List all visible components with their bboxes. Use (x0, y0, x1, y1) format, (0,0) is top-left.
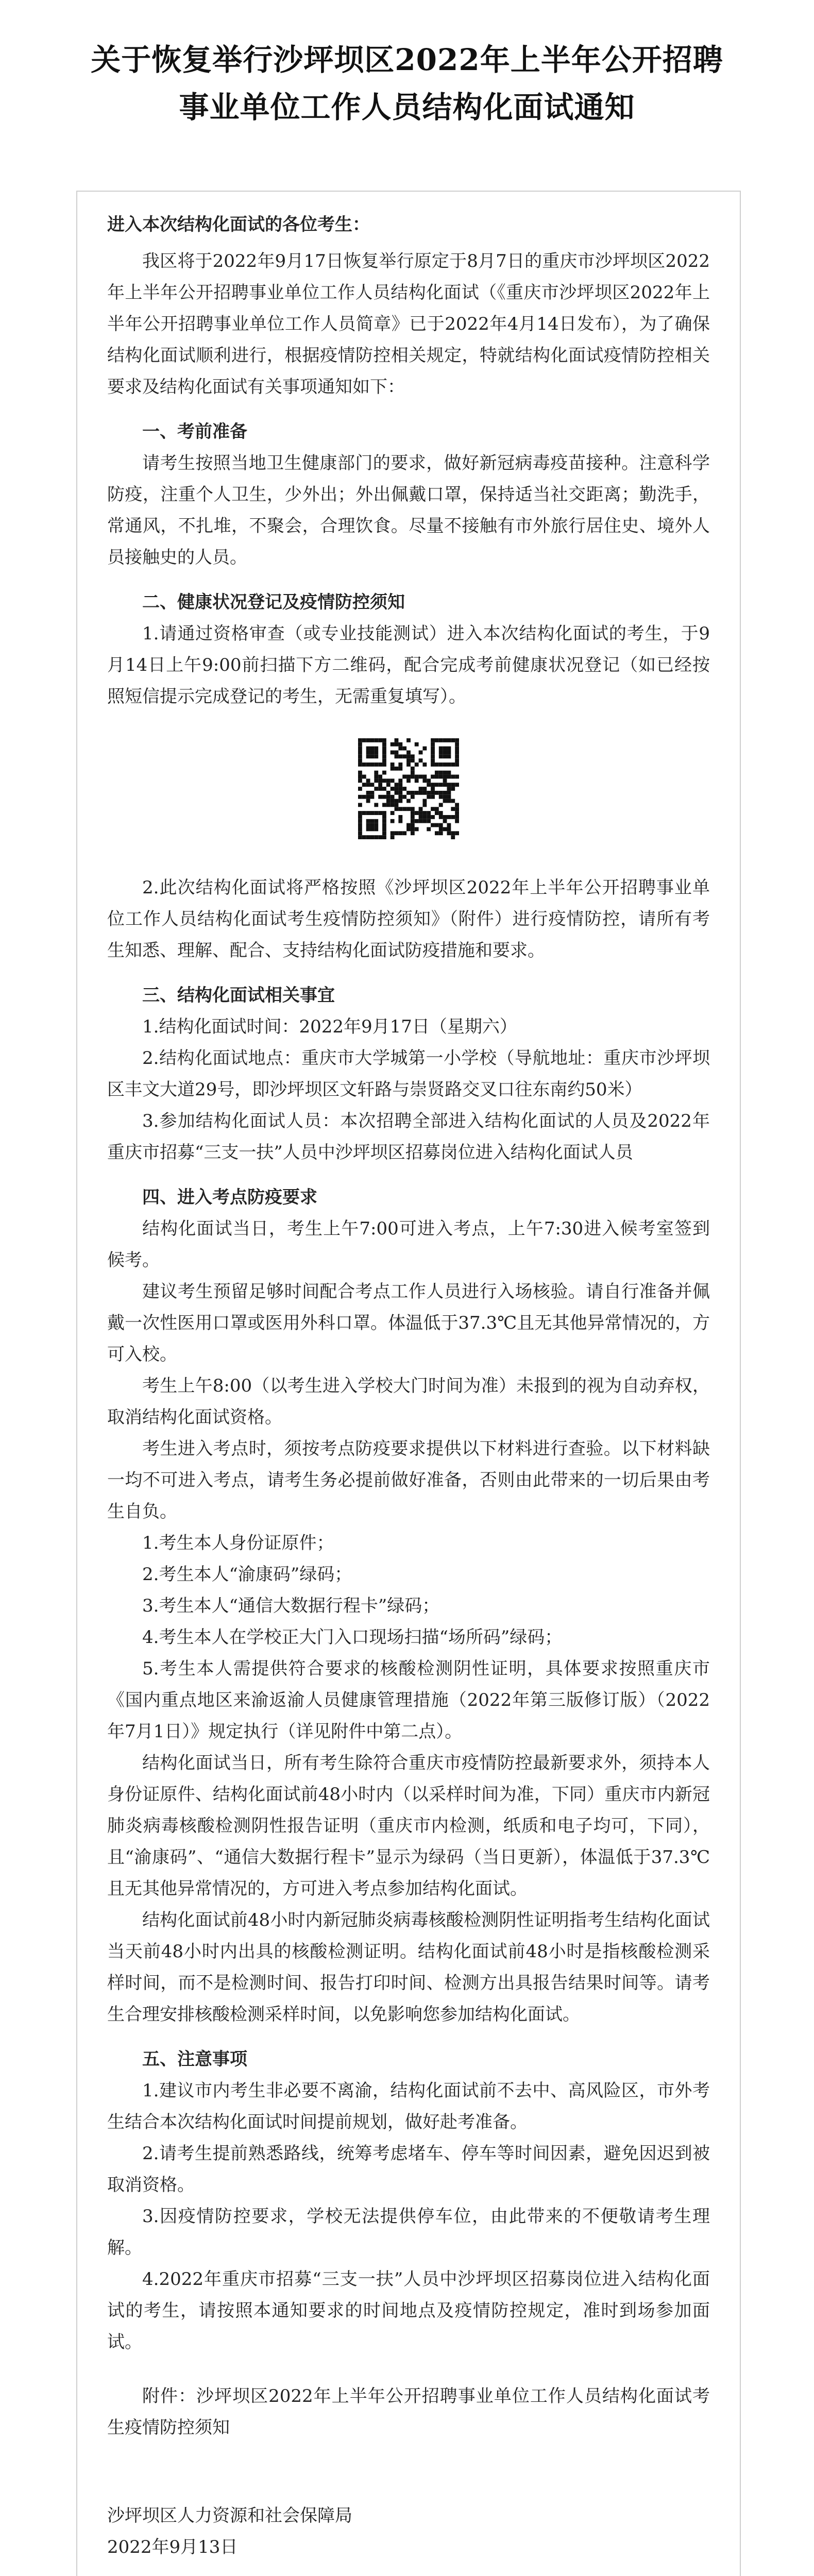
section-2-heading: 二、健康状况登记及疫情防控须知 (142, 592, 405, 613)
section-4-paragraph-6: 结构化面试前48小时内新冠肺炎病毒核酸检测阴性证明指考生结构化面试当天前48小时内出具的核酸检测证明。结构化面试前48小时是指核酸检测采样时间，而不是检测时间、报告打印时间、检测方出具报告结果时间等。请考生合理安排核酸检测采样时间，以免影响您参加结构化面试。 (107, 1910, 710, 2025)
issue-date: 2022年9月13日 (107, 2537, 238, 2557)
title-line-2: 事业单位工作人员结构化面试通知 (179, 90, 635, 125)
salutation: 进入本次结构化面试的各位考生： (107, 214, 370, 235)
section-4-list-item-4: 4.考生本人在学校正大门入口现场扫描“场所码”绿码； (142, 1627, 563, 1648)
qr-code-icon (358, 738, 459, 839)
section-4-list-item-1: 1.考生本人身份证原件； (142, 1533, 334, 1553)
section-1-body: 请考生按照当地卫生健康部门的要求，做好新冠病毒疫苗接种。注意科学防疫，注重个人卫生，少外出；外出佩戴口罩，保持适当社交距离；勤洗手，常通风，不扎堆，不聚会，合理饮食。尽量不接触有市外旅行居住史、境外人员接触史的人员。 (107, 453, 710, 568)
section-3-item-3: 3.参加结构化面试人员：本次招聘全部进入结构化面试的人员及2022年重庆市招募“三支一扶”人员中沙坪坝区招募岗位进入结构化面试人员 (107, 1111, 710, 1163)
issuing-organization: 沙坪坝区人力资源和社会保障局 (107, 2505, 352, 2526)
attachment-note[interactable]: 附件：沙坪坝区2022年上半年公开招聘事业单位工作人员结构化面试考生疫情防控须知 (107, 2386, 710, 2438)
section-3-item-1: 1.结构化面试时间：2022年9月17日（星期六） (142, 1016, 517, 1037)
section-1-heading: 一、考前准备 (142, 421, 247, 442)
section-5-item-4: 4.2022年重庆市招募“三支一扶”人员中沙坪坝区招募岗位进入结构化面试的考生，请按照本通知要求的时间地点及疫情防控规定，准时到场参加面试。 (107, 2269, 710, 2352)
section-5-heading: 五、注意事项 (142, 2049, 247, 2070)
section-5-item-2: 2.请考生提前熟悉路线，统筹考虑堵车、停车等时间因素，避免因迟到被取消资格。 (107, 2143, 710, 2195)
section-4-paragraph-3: 考生上午8:00（以考生进入学校大门时间为准）未报到的视为自动弃权，取消结构化面试资格。 (107, 1376, 710, 1428)
section-5-item-3: 3.因疫情防控要求，学校无法提供停车位，由此带来的不便敬请考生理解。 (107, 2206, 710, 2258)
section-4-paragraph-1: 结构化面试当日，考生上午7:00可进入考点，上午7:30进入候考室签到候考。 (107, 1218, 710, 1270)
section-4-paragraph-5: 结构化面试当日，所有考生除符合重庆市疫情防控最新要求外，须持本人身份证原件、结构化面试前48小时内（以采样时间为准，下同）重庆市内新冠肺炎病毒核酸检测阴性报告证明（重庆市内检测，纸质和电子均可，下同），且“渝康码”、“通信大数据行程卡”显示为绿码（当日更新），体温低于37.3℃且无其他异常情况的，方可进入考点参加结构化面试。 (107, 1753, 710, 1899)
section-4-paragraph-2: 建议考生预留足够时间配合考点工作人员进行入场核验。请自行准备并佩戴一次性医用口罩或医用外科口罩。体温低于37.3℃且无其他异常情况的，方可入校。 (107, 1281, 710, 1365)
document-title (77, 36, 737, 131)
section-4-paragraph-4: 考生进入考点时，须按考点防疫要求提供以下材料进行查验。以下材料缺一均不可进入考点，请考生务必提前做好准备，否则由此带来的一切后果由考生自负。 (107, 1438, 710, 1522)
section-2-item-2: 2.此次结构化面试将严格按照《沙坪坝区2022年上半年公开招聘事业单位工作人员结构化面试考生疫情防控须知》（附件）进行疫情防控，请所有考生知悉、理解、配合、支持结构化面试防疫措施和要求。 (107, 877, 710, 961)
section-2-item-1: 1.请通过资格审查（或专业技能测试）进入本次结构化面试的考生，于9月14日上午9:00前扫描下方二维码，配合完成考前健康状况登记（如已经按照短信提示完成登记的考生，无需重复填写）。 (107, 623, 710, 707)
notice-sheet (76, 191, 741, 2576)
section-4-heading: 四、进入考点防疫要求 (142, 1187, 317, 1208)
notice-body (107, 209, 710, 2563)
section-3-item-2: 2.结构化面试地点：重庆市大学城第一小学校（导航地址：重庆市沙坪坝区丰文大道29号，即沙坪坝区文轩路与崇贤路交叉口往东南约50米） (107, 1048, 710, 1100)
section-4-list-item-5: 5.考生本人需提供符合要求的核酸检测阴性证明，具体要求按照重庆市《国内重点地区来渝返渝人员健康管理措施（2022年第三版修订版）（2022年7月1日）》规定执行（详见附件中第二点）。 (107, 1658, 710, 1742)
section-4-list-item-3: 3.考生本人“通信大数据行程卡”绿码； (142, 1596, 440, 1616)
section-5-item-1: 1.建议市内考生非必要不离渝，结构化面试前不去中、高风险区，市外考生结合本次结构化面试时间提前规划，做好赴考准备。 (107, 2080, 710, 2132)
section-3-heading: 三、结构化面试相关事宜 (142, 985, 335, 1006)
health-registration-qr-code[interactable] (107, 738, 710, 841)
section-4-list-item-2: 2.考生本人“渝康码”绿码； (142, 1564, 352, 1585)
intro-paragraph: 我区将于2022年9月17日恢复举行原定于8月7日的重庆市沙坪坝区2022年上半年公开招聘事业单位工作人员结构化面试（《重庆市沙坪坝区2022年上半年公开招聘事业单位工作人员简章》已于2022年4月14日发布），为了确保结构化面试顺利进行，根据疫情防控相关规定，特就结构化面试疫情防控相关要求及结构化面试有关事项通知如下： (107, 251, 710, 397)
title-line-1: 关于恢复举行沙坪坝区2022年上半年公开招聘 (91, 42, 723, 77)
